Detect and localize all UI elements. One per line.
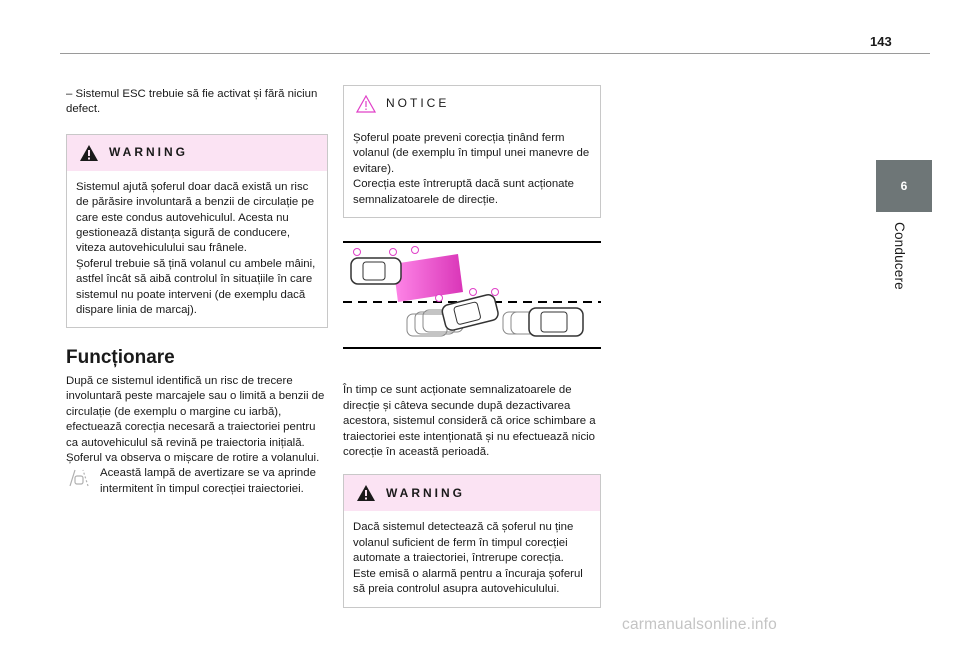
notice-header (344, 86, 600, 122)
lane-correction-illustration (343, 240, 601, 358)
top-rule (60, 53, 930, 54)
warning-line: Dacă sistemul detectează că șoferul nu ține volanul suficient de ferm în timpul corecției automate a traiectoriei, întrerupe corecția. (353, 521, 574, 565)
lamp-line (66, 466, 328, 497)
intro-text: – Sistemul ESC trebuie să fie activat și fără niciun defect. (66, 88, 318, 116)
warning-title: WARNING (386, 485, 465, 500)
page-number: 143 (870, 34, 892, 49)
lane-departure-lamp-icon (66, 466, 100, 497)
notice-triangle-icon (356, 95, 376, 113)
warning-title: WARNING (109, 145, 188, 160)
notice-box (343, 85, 601, 218)
warning-header (344, 475, 600, 511)
warning-header (67, 135, 327, 171)
left-column (66, 87, 328, 497)
warning-box-mid (343, 474, 601, 607)
warning-line: Șoferul trebuie să țină volanul cu ambele mâini, astfel încât să aibă controlul în situațiile în care sistemul nu poate interveni (de exemplu dacă dispare linia de marcaj). (76, 257, 316, 317)
chapter-title: Conducere (892, 222, 907, 290)
chapter-tab[interactable] (876, 160, 932, 212)
middle-column (343, 85, 601, 608)
warning-box-left (66, 134, 328, 329)
warning-line: Este emisă o alarmă pentru a încuraja șoferul să preia controlul asupra autovehiculului. (353, 567, 583, 596)
section-paragraph: Șoferul va observa o mișcare de rotire a volanului. (66, 451, 320, 464)
notice-title: NOTICE (386, 96, 450, 111)
notice-line: Corecția este întreruptă dacă sunt acționate semnalizatoarele de direcție. (353, 178, 574, 206)
warning-body (344, 511, 600, 606)
warning-body (67, 171, 327, 328)
warning-triangle-icon (356, 484, 376, 502)
turn-signal-paragraph: În timp ce sunt acționate semnalizatoarele de direcție și câteva secunde după dezactivarea acestora, sistemul consideră că orice schimbare a traiectoriei este intenționată și nu efectuează nicio corecție în această perioadă. (343, 384, 596, 459)
lamp-text: Această lampă de avertizare se va aprinde intermitent în timpul corecției traiectoriei. (100, 467, 316, 495)
section-paragraph: După ce sistemul identifică un risc de trecere involuntară peste marcajele sau o limită a benzii de circulație (de exemplu o margine cu iarbă), efectuează corecția necesară a traiectoriei pentru ca autovehiculul să revină pe traiectoria inițială. (66, 374, 325, 449)
warning-triangle-icon (79, 144, 99, 162)
watermark: carmanualsonline.info (622, 616, 777, 633)
notice-line: Șoferul poate preveni corecția ținând ferm volanul (de exemplu în timpul unei manevre de evitare). (353, 132, 590, 175)
notice-body (344, 122, 600, 217)
warning-line: Sistemul ajută șoferul doar dacă există un risc de părăsire involuntară a benzii de circulație pe care este condus autovehiculul. Acesta nu gestionează distanța sigură de conducere, viteza autovehiculului sau frânele. (76, 180, 315, 255)
section-title: Funcționare (66, 347, 175, 369)
chapter-number: 6 (900, 179, 908, 193)
